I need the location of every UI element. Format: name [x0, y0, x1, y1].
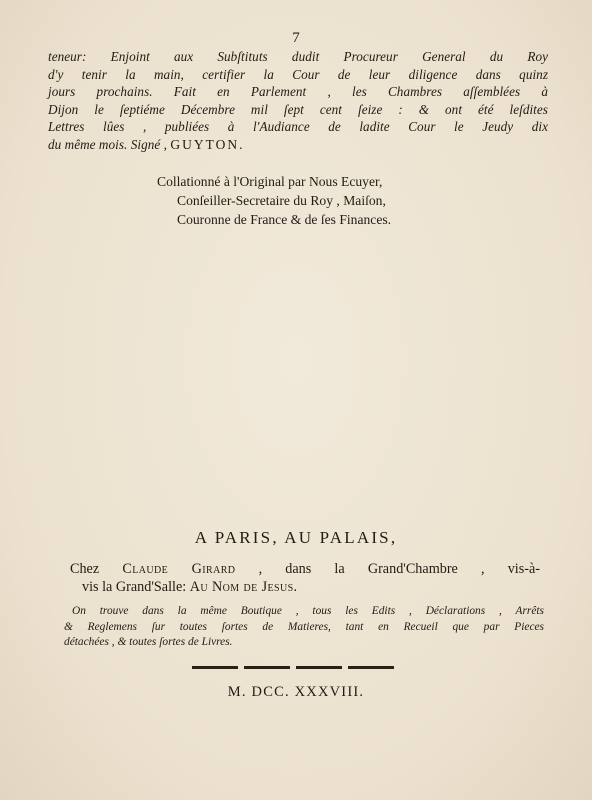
publisher-sign: Au Nom de Jesus. [189, 579, 298, 595]
certification-line: Conſeiller-Secretaire du Roy , Maiſon, [177, 193, 386, 208]
publisher-line [70, 578, 540, 596]
bookshop-notice [64, 604, 544, 651]
imprint-date: M. DCC. XXXVIII. [227, 684, 365, 700]
decree-line-last [48, 136, 548, 154]
publisher-prefix: Chez [70, 561, 100, 577]
decree-line: du même mois. Signé , [48, 136, 167, 152]
certification-line: Couronne de France & de ſes Finances. [177, 212, 392, 227]
publisher-address: vis la Grand'Salle: [82, 579, 187, 595]
decree-line: teneur: Enjoint aux Subſtituts dudit Procureur General du Roy [48, 49, 548, 64]
decree-line: Dijon le ſeptiéme Décembre mil ſept cent ſeize : & ont été leſdites [48, 101, 548, 117]
ornamental-rule [190, 664, 400, 672]
publisher-name: Claude Girard [122, 561, 236, 577]
notice-line: détachées , & toutes ſortes de Livres. [64, 636, 233, 648]
imprint-place: A PARIS, AU PALAIS, [194, 528, 398, 547]
imprint-publisher [70, 560, 540, 596]
decree-line: d'y tenir la main, certifier la Cour de leur diligence dans quinz [48, 66, 548, 82]
publisher-line [70, 560, 540, 578]
decree-line: jours prochains. Fait en Parlement , les Chambres aſſemblées à [48, 84, 548, 100]
page-number: 7 [292, 30, 300, 46]
decree-line: Lettres lûes , publiées à l'Audiance de ladite Cour le Jeudy dix [48, 119, 548, 135]
publisher-suffix: , dans la Grand'Chambre , vis-à- [258, 561, 541, 577]
signature-name: GUYTON. [170, 136, 245, 152]
notice-line: & Reglemens ſur toutes ſortes de Matieres, tant en Recueil que par Pieces [64, 620, 544, 633]
decree-text [48, 48, 548, 154]
certification-block [157, 172, 457, 229]
certification-line: Collationné à l'Original par Nous Ecuyer, [157, 174, 383, 189]
notice-line: On trouve dans la même Boutique , tous les Edits , Déclarations , Arrêts [72, 605, 544, 617]
